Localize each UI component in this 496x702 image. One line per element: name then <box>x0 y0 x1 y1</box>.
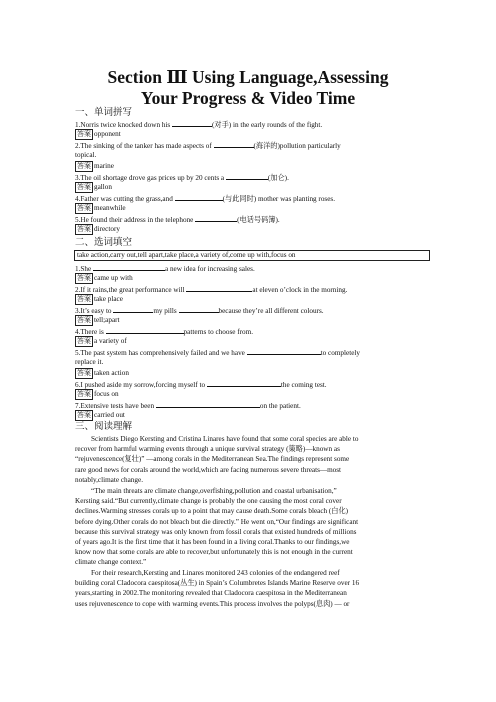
reading-paragraph-1: Scientists Diego Kersting and Cristina Linares have found that some coral species are able to recover from harmful warming events through a unique survival strategy (策略)—known as “rejuvenescence(复壮)” —among corals in the Mediterranean Sea.The findings represent some rare good news for corals around the world,which are facing numerous severe threats—most notably,climate change. <box>75 435 359 484</box>
question-line: 5.He found their address in the telephone (电话号码簿). <box>75 216 280 224</box>
answer-line: 答案 meanwhile <box>77 204 126 212</box>
answer-line: 答案 take place <box>77 295 123 303</box>
word-bank-box: take action,carry out,tell apart,take place,a variety of,come up with,focus on <box>74 250 430 261</box>
question-line: 1.Norris twice knocked down his (对手) in the early rounds of the fight. <box>75 121 323 129</box>
section-heading-fill-in: 二、选词填空 <box>75 238 133 248</box>
section-heading-spelling: 一、单词拼写 <box>75 108 133 118</box>
page-title-line-2: Your Progress & Video Time <box>140 88 356 108</box>
question-line: 1.She a new idea for increasing sales. <box>75 265 255 273</box>
answer-blank <box>186 284 252 292</box>
answer-line: 答案 tell;apart <box>77 316 120 324</box>
answer-blank <box>207 379 281 387</box>
answer-blank <box>175 193 223 201</box>
question-continuation: topical. <box>75 151 97 159</box>
answer-blank <box>113 305 153 313</box>
answer-blank <box>179 305 219 313</box>
question-line: 6.I pushed aside my sorrow,forcing myself to the coming test. <box>75 381 327 389</box>
question-line: 4.Father was cutting the grass,and (与此同时) mother was planting roses. <box>75 195 335 203</box>
question-line: 7.Extensive tests have been on the patient. <box>75 402 301 410</box>
answer-blank <box>214 140 254 148</box>
answer-blank <box>172 119 212 127</box>
answer-blank <box>93 263 165 271</box>
question-line: 5.The past system has comprehensively failed and we have to completely <box>75 349 360 357</box>
question-line: 2.The sinking of the tanker has made aspects of (海洋的)pollution particularly <box>75 142 341 150</box>
answer-line: 答案 focus on <box>77 390 119 398</box>
answer-blank <box>156 400 260 408</box>
answer-line: 答案 taken action <box>77 369 129 377</box>
answer-line: 答案 directory <box>77 225 120 233</box>
answer-blank <box>247 347 321 355</box>
answer-blank <box>106 326 184 334</box>
answer-blank <box>195 214 237 222</box>
question-line: 3.The oil shortage drove gas prices up by 20 cents a (加仑). <box>75 174 289 182</box>
reading-paragraph-3: For their research,Kersting and Linares monitored 243 colonies of the endangered reef building coral Cladocora caespitosa(丛生) in Spain’s Columbretes Islands Marine Reserve over 16 years,starting in 2002.The monitoring revealed that Cladocora caespitosa in the Mediterranean uses rejuvenescence to cope with warming events.This process involves the polyps(息肉) — or <box>75 569 360 608</box>
question-line: 4.There is patterns to choose from. <box>75 328 254 336</box>
question-continuation: replace it. <box>75 358 104 366</box>
answer-line: 答案 carried out <box>77 411 125 419</box>
reading-paragraph-2: “The main threats are climate change,overfishing,pollution and coastal urbanisation,” Kersting said.“But currently,climate change is probably the one causing the most coral cover declines.Warming stresses corals up to a point that may cause death.Some corals bleach (白化) before dying.Other corals do not bleach but die directly.” He went on,“Our findings are significant because this survival strategy was only known from fossil corals that existed hundreds of millions of years ago.It is the first time that it has been found in a living coral.Thanks to our findings,we know now that some corals are able to recover,but unfortunately this is not enough in the current climate change context.” <box>75 487 359 567</box>
page-title-line-1: Section Ⅲ Using Language,Assessing <box>107 67 389 87</box>
answer-line: 答案 came up with <box>77 274 133 282</box>
section-heading-reading: 三、阅读理解 <box>75 422 133 432</box>
answer-blank <box>226 172 268 180</box>
answer-line: 答案 gallon <box>77 183 112 191</box>
answer-line: 答案 a variety of <box>77 337 127 345</box>
question-line: 2.If it rains,the great performance will at eleven o’clock in the morning. <box>75 286 348 294</box>
answer-line: 答案 marine <box>77 162 114 170</box>
answer-line: 答案 opponent <box>77 130 121 138</box>
question-line: 3.It’s easy to my pills because they’re all different colours. <box>75 307 324 315</box>
